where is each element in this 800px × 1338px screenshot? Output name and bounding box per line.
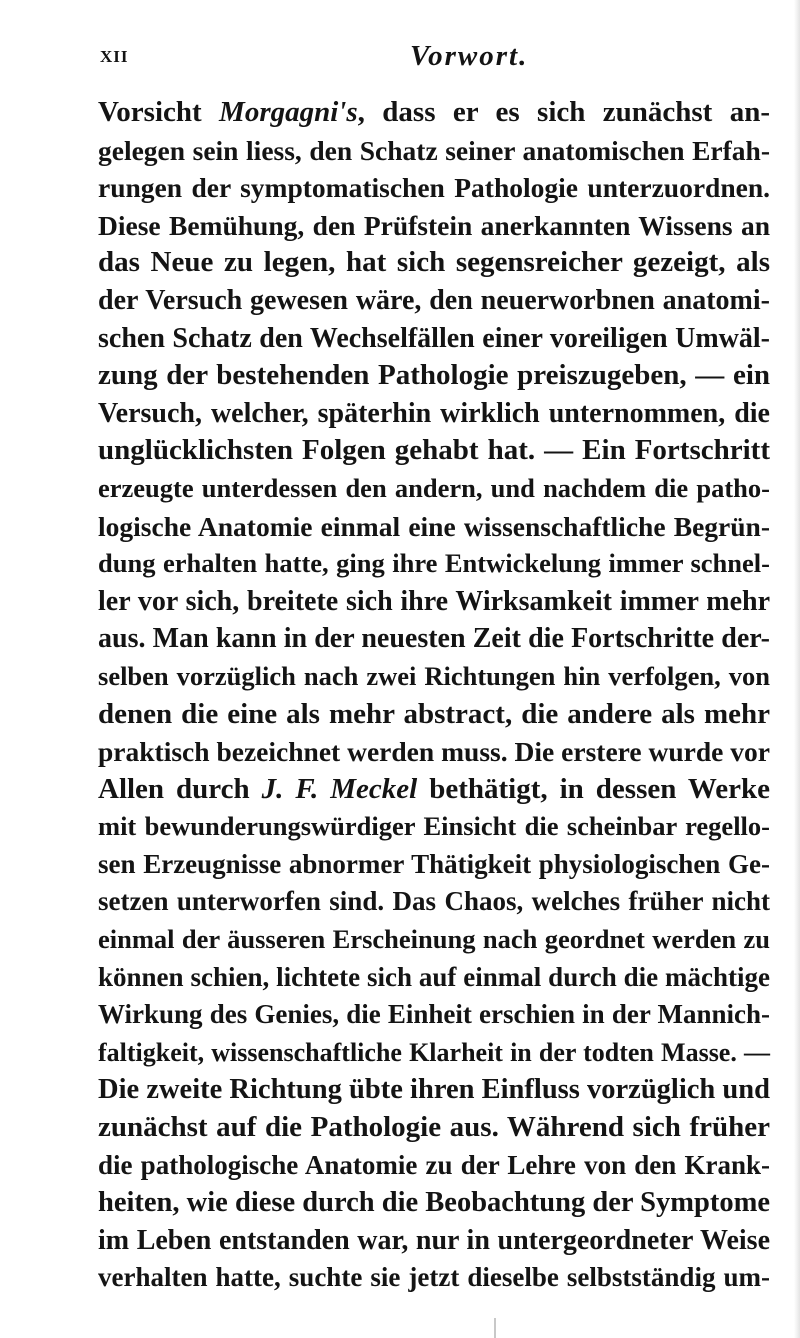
text-segment: selben vorzüglich nach zwei Richtungen hin verfolgen, von — [98, 660, 770, 691]
text-segment: zunächst auf die Pathologie aus. Während sich früher — [98, 1111, 770, 1144]
text-segment: zung der bestehenden Pathologie preiszugeben, — ein — [98, 359, 770, 392]
text-segment: faltigkeit, wissenschaftliche Klarheit in der todten Masse. — — [98, 1037, 770, 1067]
text-segment: Wirkung des Genies, die Einheit erschien in der Mannich- — [98, 999, 770, 1030]
person-name: Morgagni's — [219, 96, 358, 128]
page-number: XII — [100, 47, 129, 66]
text-line — [98, 883, 770, 921]
text-segment: , dass er es sich zunächst an- — [357, 96, 770, 128]
text-segment: sen Erzeugnisse abnormer Thätigkeit physiologischen Ge- — [98, 848, 770, 879]
text-segment: gelegen sein liess, den Schatz seiner anatomischen Erfah- — [98, 134, 770, 166]
text-segment: einmal der äusseren Erscheinung nach geordnet werden zu — [98, 924, 770, 955]
text-line — [98, 696, 770, 734]
text-segment: können schien, lichtete sich auf einmal durch die mächtige — [98, 961, 770, 992]
text-line — [98, 583, 770, 621]
text-segment: verhalten hatte, suchte sie jetzt dieselbe selbstständig um- — [98, 1262, 770, 1293]
text-line — [98, 1184, 770, 1222]
text-line — [98, 282, 770, 320]
text-line — [98, 1034, 770, 1072]
text-line — [98, 808, 770, 846]
text-segment: Allen durch — [98, 772, 262, 805]
text-line — [98, 207, 770, 245]
text-segment: logische Anatomie einmal eine wissenschaftliche Begrün- — [98, 510, 770, 542]
person-name: J. F. Meckel — [261, 772, 418, 805]
text-line — [98, 620, 770, 658]
text-segment: mit bewunderungswürdiger Einsicht die scheinbar regello- — [98, 811, 770, 842]
text-line — [98, 1259, 770, 1297]
text-line — [98, 244, 770, 282]
text-segment: der Versuch gewesen wäre, den neuerworbnen anatomi- — [98, 284, 770, 316]
running-title: Vorwort. — [410, 40, 529, 72]
scan-edge-shadow — [794, 0, 800, 1338]
text-segment: Diese Bemühung, den Prüfstein anerkannten Wissens an — [98, 209, 770, 241]
scan-mark — [494, 1318, 496, 1338]
text-line — [98, 395, 770, 433]
text-segment: heiten, wie diese durch die Beobachtung der Symptome — [98, 1187, 770, 1219]
text-line — [98, 545, 770, 583]
text-segment: das Neue zu legen, hat sich segensreicher gezeigt, als — [98, 246, 770, 279]
text-line — [98, 846, 770, 884]
text-line — [98, 959, 770, 997]
text-segment: aus. Man kann in der neuesten Zeit die Fortschritte der- — [98, 623, 770, 655]
text-line — [98, 1222, 770, 1260]
text-line — [98, 658, 770, 696]
text-segment: dung erhalten hatte, ging ihre Entwickelung immer schnel- — [98, 548, 770, 579]
text-line — [98, 94, 770, 132]
text-line — [98, 733, 770, 771]
text-segment: erzeugte unterdessen den andern, und nachdem die patho- — [98, 472, 770, 503]
text-line — [98, 132, 770, 170]
text-segment: im Leben entstanden war, nur in untergeordneter Weise — [98, 1224, 770, 1256]
text-line — [98, 1071, 770, 1109]
text-line — [98, 470, 770, 508]
text-line — [98, 1109, 770, 1147]
text-segment: setzen unterworfen sind. Das Chaos, welches früher nicht — [98, 886, 770, 917]
text-line — [98, 771, 770, 809]
text-segment: ler vor sich, breitete sich ihre Wirksamkeit immer mehr — [98, 585, 770, 617]
text-line — [98, 357, 770, 395]
text-segment: rungen der symptomatischen Pathologie unterzuordnen. — [98, 172, 770, 204]
text-segment: Vorsicht — [98, 96, 220, 128]
text-segment: Versuch, welcher, späterhin wirklich unternommen, die — [98, 397, 770, 429]
text-line — [98, 921, 770, 959]
text-line — [98, 169, 770, 207]
text-line — [98, 320, 770, 358]
text-segment: schen Schatz den Wechselfällen einer voreiligen Umwäl- — [98, 322, 770, 354]
body-text — [98, 94, 770, 1297]
text-segment: Die zweite Richtung übte ihren Einfluss vorzüglich und — [98, 1074, 770, 1106]
text-segment: denen die eine als mehr abstract, die andere als mehr — [98, 697, 770, 730]
text-segment: praktisch bezeichnet werden muss. Die erstere wurde vor — [98, 736, 770, 768]
page-header — [100, 40, 760, 70]
text-segment: bethätigt, in dessen Werke — [417, 772, 770, 805]
text-line — [98, 432, 770, 470]
text-segment: die pathologische Anatomie zu der Lehre von den Krank- — [98, 1149, 770, 1180]
text-line — [98, 1147, 770, 1185]
text-line — [98, 508, 770, 546]
text-line — [98, 996, 770, 1034]
text-segment: unglücklichsten Folgen gehabt hat. — Ein Fortschritt — [98, 434, 770, 467]
